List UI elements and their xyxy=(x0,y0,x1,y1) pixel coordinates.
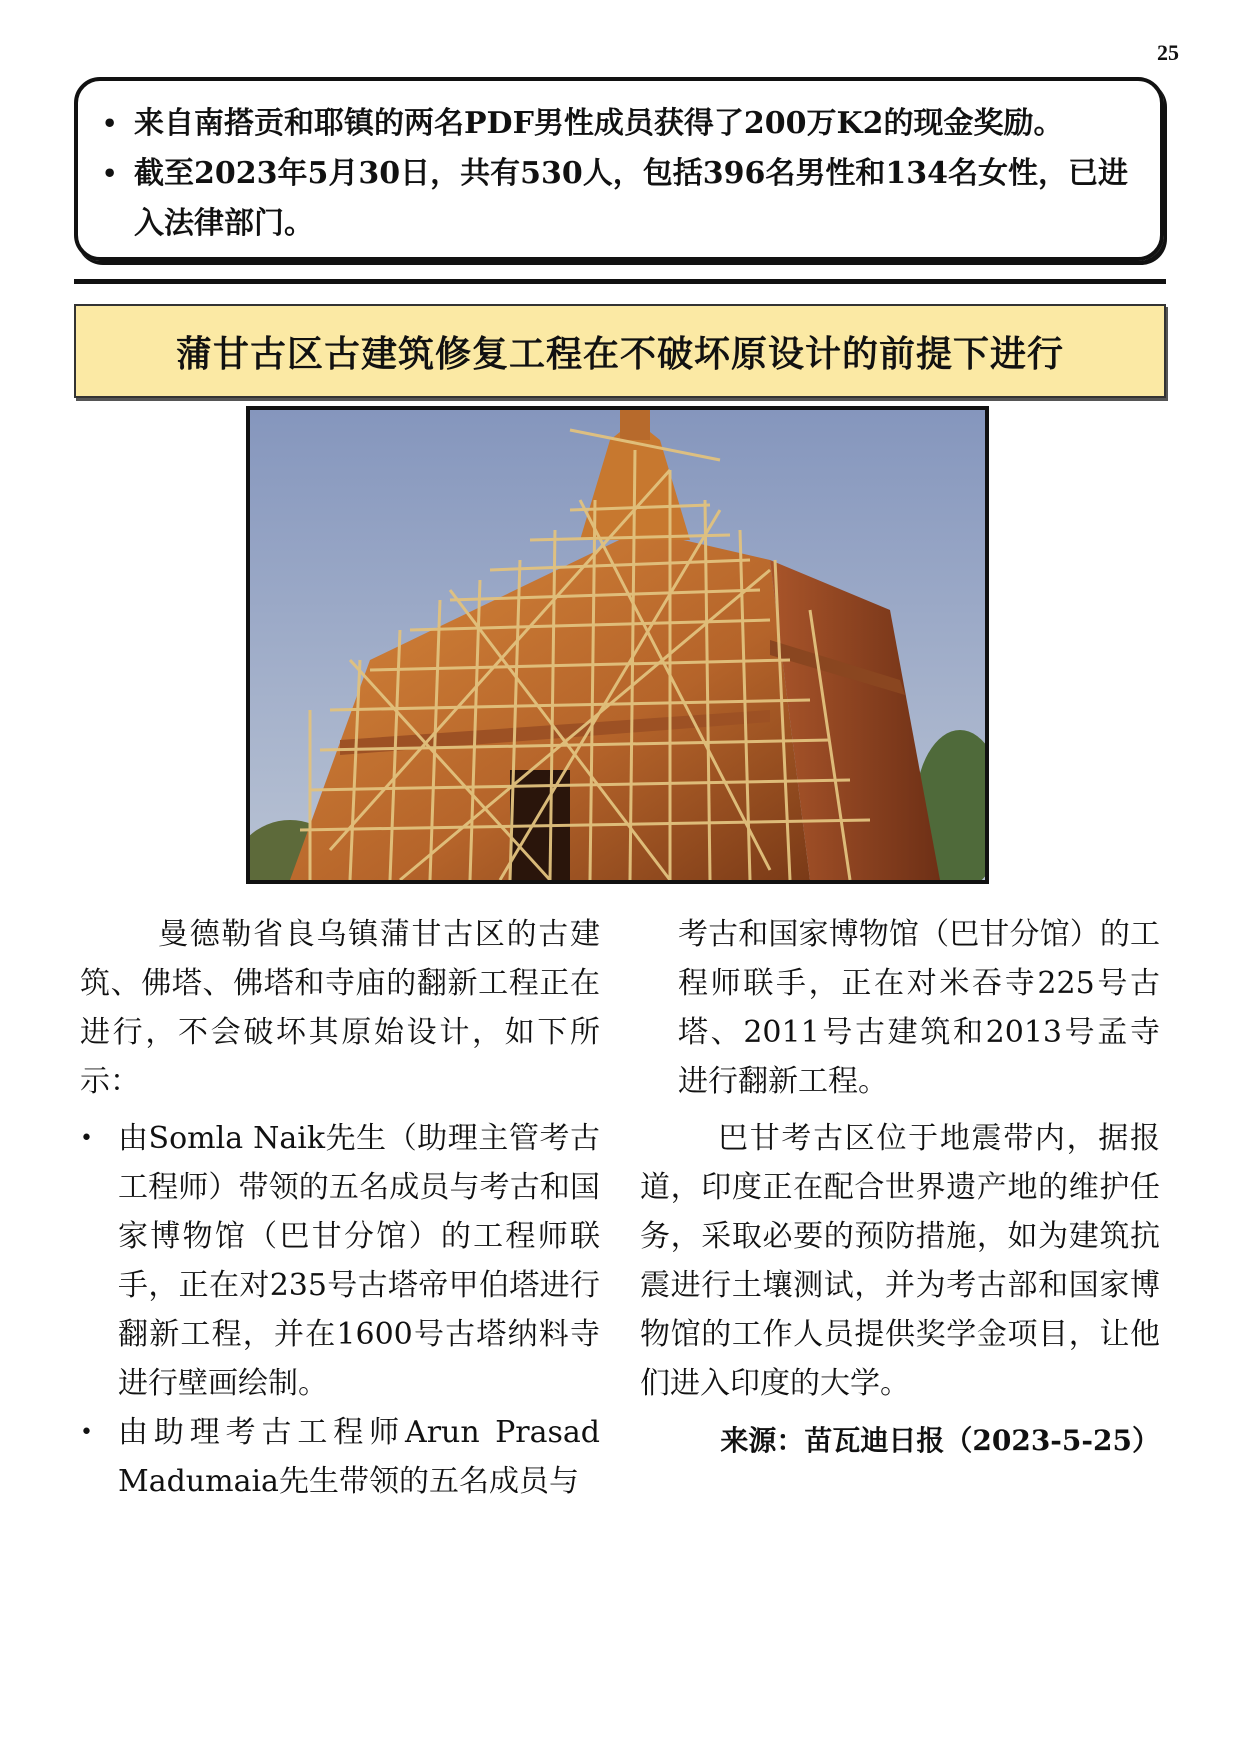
article-bullets xyxy=(80,1114,600,1506)
article-title: 蒲甘古区古建筑修复工程在不破坏原设计的前提下进行 xyxy=(74,304,1166,398)
summary-box xyxy=(74,77,1164,261)
article-intro: 曼德勒省良乌镇蒲甘古区的古建筑、佛塔、佛塔和寺庙的翻新工程正在进行，不会破坏其原始设计，如下所示： xyxy=(80,917,600,1099)
article-bullet-continuation: 考古和国家博物馆（巴甘分馆）的工程师联手，正在对米吞寺225号古塔、2011号古建筑和2013号孟寺进行翻新工程。 xyxy=(678,917,1160,1099)
article-bullet: • 由Somla Naik先生（助理主管考古工程师）带领的五名成员与考古和国家博物馆（巴甘分馆）的工程师联手，正在对235号古塔帝甲伯塔进行翻新工程，并在1600号古塔纳料寺进行壁画绘制。 xyxy=(80,1114,600,1408)
article-bullet: • 由助理考古工程师Arun Prasad Madumaia先生带领的五名成员与 xyxy=(80,1408,600,1506)
summary-item: • 来自南搭贡和耶镇的两名PDF男性成员获得了200万K2的现金奖励。 xyxy=(96,99,1130,149)
summary-item: • 截至2023年5月30日，共有530人，包括396名男性和134名女性，已进入法律部门。 xyxy=(96,149,1130,249)
temple-scaffolding-photo xyxy=(246,406,989,884)
page-number: 25 xyxy=(1157,40,1179,65)
summary-list xyxy=(96,99,1130,249)
article-column-left xyxy=(80,910,600,1506)
temple-illustration xyxy=(250,410,985,880)
section-divider xyxy=(74,279,1166,284)
article-paragraph: 巴甘考古区位于地震带内，据报道，印度正在配合世界遗产地的维护任务，采取必要的预防措施，如为建筑抗震进行土壤测试，并为考古部和国家博物馆的工作人员提供奖学金项目，让他们进入印度的大学。 xyxy=(640,1121,1160,1401)
article-column-right xyxy=(640,910,1160,1465)
article-source: 来源：苗瓦迪日报（2023-5-25） xyxy=(720,1424,1160,1457)
